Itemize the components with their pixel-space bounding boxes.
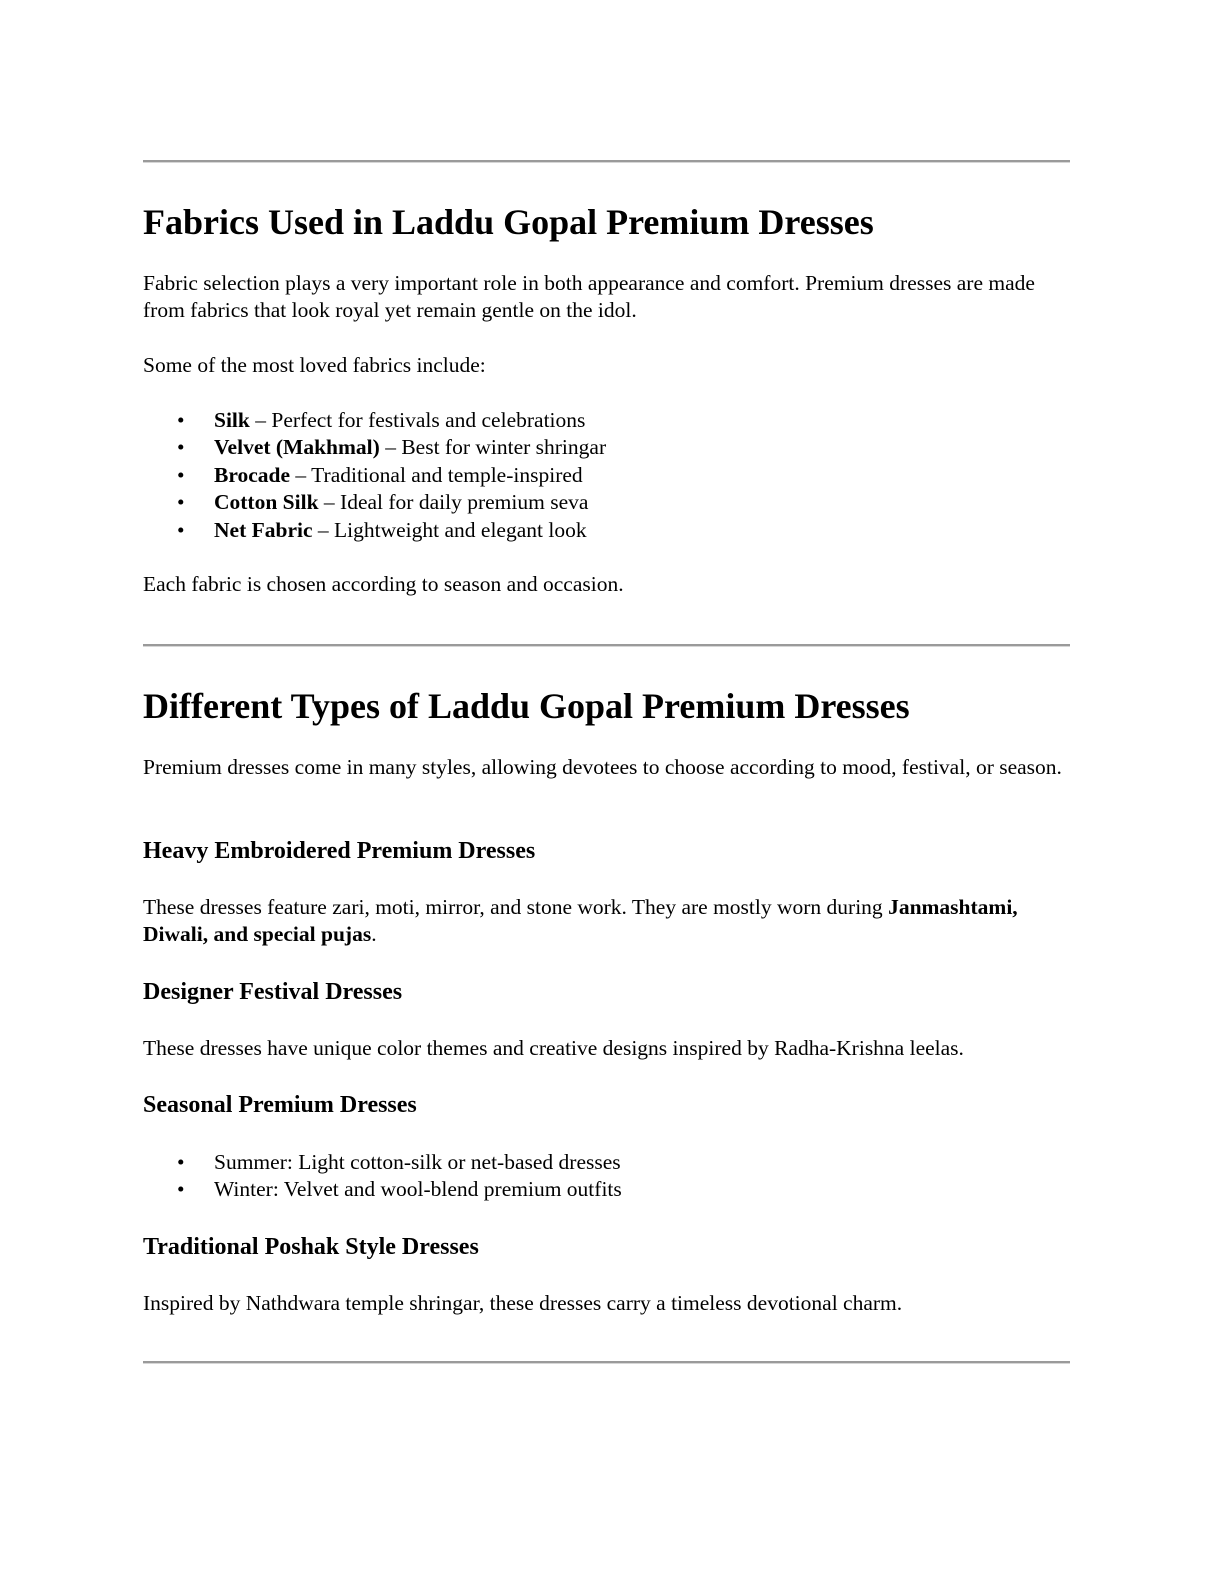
divider-bottom [143, 1361, 1070, 1364]
list-item: • Silk – Perfect for festivals and celebrations [143, 407, 606, 434]
traditional-poshak-heading: Traditional Poshak Style Dresses [143, 1234, 479, 1260]
fabrics-heading: Fabrics Used in Laddu Gopal Premium Dresses [143, 202, 874, 242]
fabrics-intro: Fabric selection plays a very important role in both appearance and comfort. Premium dresses are made from fabrics that look royal yet remain gentle on the idol. [143, 271, 1035, 322]
list-item: • Cotton Silk – Ideal for daily premium seva [143, 489, 606, 516]
fabrics-list-intro: Some of the most loved fabrics include: [143, 353, 486, 377]
list-item: • Summer: Light cotton-silk or net-based dresses [143, 1149, 622, 1176]
heavy-embroidered-text: These dresses feature zari, moti, mirror, and stone work. They are mostly worn during Janmashtami, Diwali, and special pujas. [143, 895, 1018, 946]
seasonal-heading: Seasonal Premium Dresses [143, 1092, 417, 1118]
heavy-embroidered-heading: Heavy Embroidered Premium Dresses [143, 838, 536, 864]
bullet-icon: • [177, 462, 185, 487]
seasonal-list [143, 1149, 622, 1204]
fabrics-closing: Each fabric is chosen according to season and occasion. [143, 572, 624, 596]
bullet-icon: • [177, 435, 185, 460]
list-item: • Winter: Velvet and wool-blend premium outfits [143, 1176, 622, 1203]
divider-middle [143, 644, 1070, 647]
bullet-icon: • [177, 1177, 185, 1202]
designer-festival-text: These dresses have unique color themes and creative designs inspired by Radha-Krishna leelas. [143, 1036, 964, 1060]
list-item: • Velvet (Makhmal) – Best for winter shringar [143, 434, 606, 461]
bullet-icon: • [177, 490, 185, 515]
bullet-icon: • [177, 408, 185, 432]
bullet-icon: • [177, 1150, 185, 1174]
types-intro: Premium dresses come in many styles, allowing devotees to choose according to mood, festival, or season. [143, 755, 1062, 779]
types-heading: Different Types of Laddu Gopal Premium Dresses [143, 686, 910, 726]
divider-top [143, 160, 1070, 163]
bullet-icon: • [177, 517, 185, 542]
designer-festival-heading: Designer Festival Dresses [143, 979, 403, 1005]
traditional-poshak-text: Inspired by Nathdwara temple shringar, these dresses carry a timeless devotional charm. [143, 1291, 903, 1315]
list-item: • Brocade – Traditional and temple-inspired [143, 462, 606, 489]
fabrics-list [143, 407, 606, 544]
list-item: • Net Fabric – Lightweight and elegant look [143, 517, 606, 544]
